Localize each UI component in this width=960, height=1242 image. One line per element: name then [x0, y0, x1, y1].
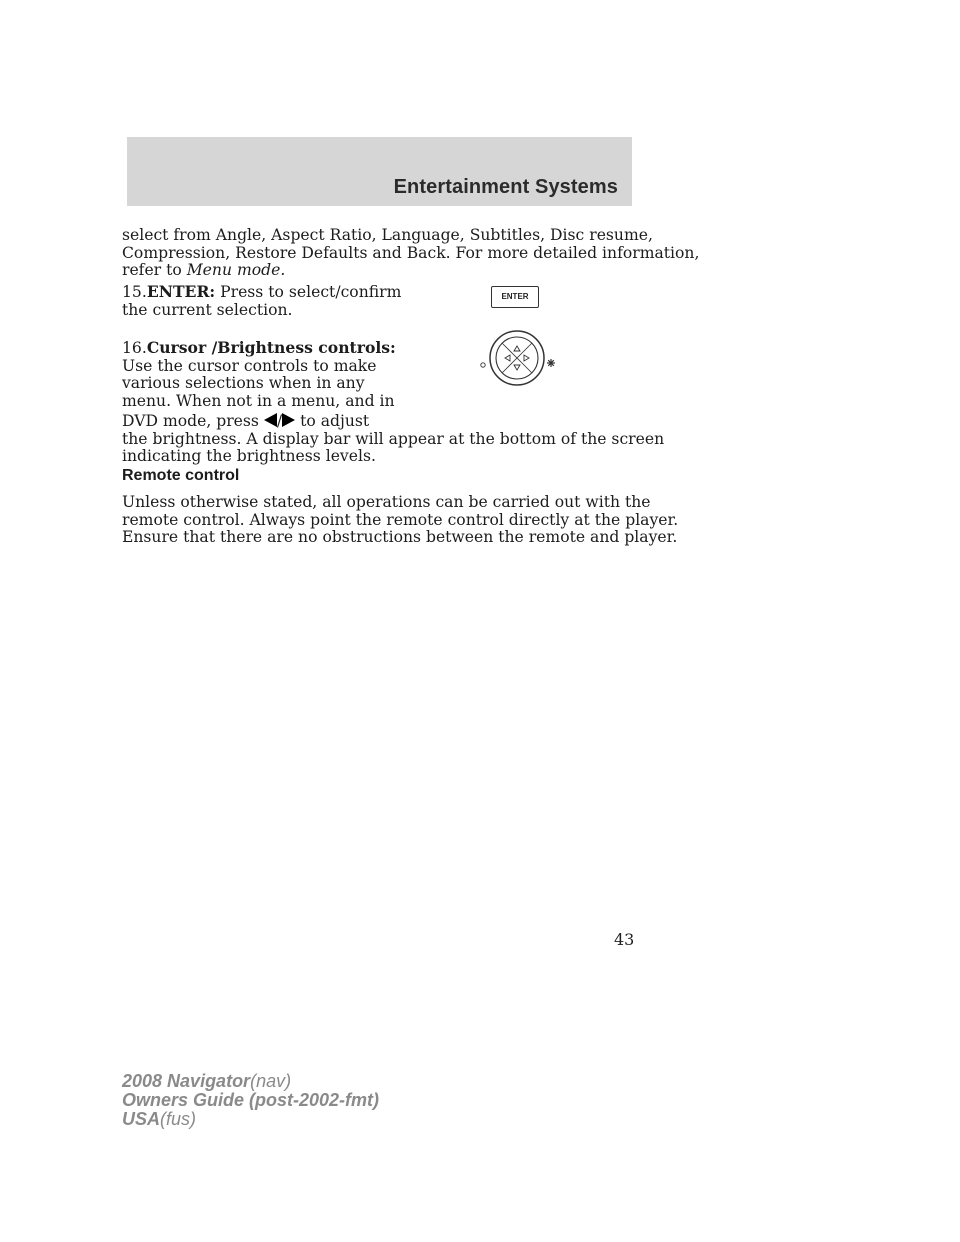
remote-line-2: remote control. Always point the remote control directly at the player.: [122, 510, 679, 529]
page-number: 43: [614, 930, 635, 949]
item-16-line-1: [122, 339, 642, 358]
left-triangle-icon: [264, 413, 277, 427]
item-16-line-5: [122, 413, 642, 431]
footer-line-2: [122, 1091, 379, 1110]
item-15-title: ENTER:: [146, 282, 216, 301]
item-15-text-1: Press to select/confirm: [215, 283, 402, 301]
remote-line-3: Ensure that there are no obstructions between the remote and player.: [122, 528, 678, 546]
footer-line-3: [122, 1110, 379, 1129]
intro-line-3-prefix: refer to: [122, 261, 187, 279]
brightness-dim-icon: [481, 363, 485, 367]
item-16-line-6: the brightness. A display bar will appear at the bottom of the screen: [122, 429, 665, 448]
item-16-title: Cursor /Brightness controls:: [146, 338, 396, 357]
remote-paragraph: [122, 493, 679, 547]
header-band: [127, 137, 632, 206]
remote-line-1: Unless otherwise stated, all operations can be carried out with the: [122, 493, 651, 511]
intro-paragraph: [122, 226, 700, 280]
footer-guide: Owners Guide (post-2002-fmt): [122, 1090, 380, 1110]
footer-vehicle-code: (nav): [250, 1071, 292, 1091]
item-16-line-7: indicating the brightness levels.: [122, 447, 376, 465]
footer-market-code: (fus): [160, 1109, 197, 1129]
enter-button-icon: ENTER: [491, 286, 539, 308]
item-16: [122, 338, 665, 466]
footer-line-1: [122, 1072, 379, 1091]
item-15-number: 15.: [122, 283, 147, 301]
item-16-line-5-prefix: DVD mode, press: [122, 412, 264, 430]
item-16-line-3: various selections when in any: [122, 374, 365, 392]
item-15: [122, 283, 642, 319]
section-title: Entertainment Systems: [393, 176, 618, 198]
remote-control-heading: Remote control: [122, 467, 240, 484]
cursor-pad-icon: [474, 328, 558, 388]
brightness-bright-icon: [547, 359, 555, 367]
intro-line-3: [122, 262, 642, 280]
item-15-line-1: [122, 283, 642, 302]
item-15-line-2: the current selection.: [122, 300, 293, 319]
item-16-line-4: menu. When not in a menu, and in: [122, 391, 395, 410]
intro-line-1: select from Angle, Aspect Ratio, Language, Subtitles, Disc resume,: [122, 226, 653, 244]
footer: [122, 1072, 379, 1129]
intro-line-2: Compression, Restore Defaults and Back. For more detailed information,: [122, 243, 700, 262]
item-16-line-5-suffix: to adjust: [295, 412, 370, 430]
item-16-line-5-sep: /: [276, 412, 283, 430]
footer-market: USA: [122, 1109, 161, 1129]
item-16-number: 16.: [122, 339, 147, 357]
menu-mode-reference: Menu mode.: [186, 261, 286, 279]
item-16-line-2: Use the cursor controls to make: [122, 356, 377, 375]
footer-vehicle: 2008 Navigator: [122, 1071, 251, 1091]
right-triangle-icon: [282, 413, 295, 427]
